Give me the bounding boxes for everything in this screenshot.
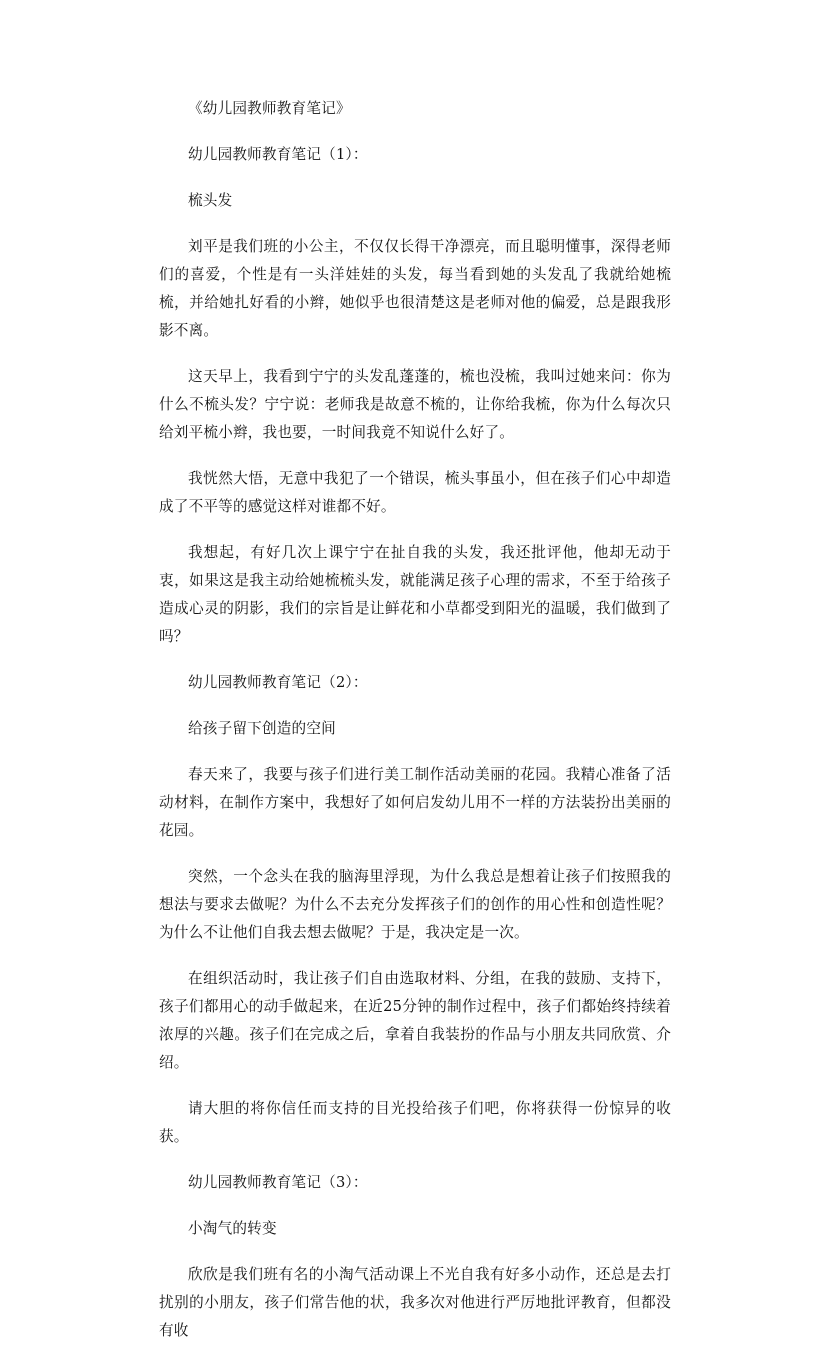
- section-1-subheading: 梳头发: [188, 192, 233, 209]
- section-1-paragraph-3: 我恍然大悟，无意中我犯了一个错误，梳头事虽小，但在孩子们心中却造成了不平等的感觉这样对谁都不好。: [159, 470, 671, 515]
- section-3-heading: 幼儿园教师教育笔记（3）：: [188, 1174, 368, 1191]
- section-1-paragraph-2: 这天早上，我看到宁宁的头发乱蓬蓬的，梳也没梳，我叫过她来问：你为什么不梳头发？宁宁说：老师我是故意不梳的，让你给我梳，你为什么每次只给刘平梳小辫，我也要，一时间我竟不知说什么好了。: [159, 368, 671, 441]
- section-2-paragraph-3: 在组织活动时，我让孩子们自由选取材料、分组，在我的鼓励、支持下，孩子们都用心的动手做起来，在近25分钟的制作过程中，孩子们都始终持续着浓厚的兴趣。孩子们在完成之后，拿着自我装扮的作品与小朋友共同欣赏、介绍。: [159, 970, 671, 1071]
- section-1-paragraph-4: 我想起，有好几次上课宁宁在扯自我的头发，我还批评他，他却无动于衷，如果这是我主动给她梳梳头发，就能满足孩子心理的需求，不至于给孩子造成心灵的阴影，我们的宗旨是让鲜花和小草都受到阳光的温暖，我们做到了吗？: [159, 544, 671, 645]
- section-1-heading: 幼儿园教师教育笔记（1）：: [188, 146, 368, 163]
- section-2-paragraph-1: 春天来了，我要与孩子们进行美工制作活动美丽的花园。我精心准备了活动材料，在制作方案中，我想好了如何启发幼儿用不一样的方法装扮出美丽的花园。: [159, 766, 671, 839]
- document-title: 《幼儿园教师教育笔记》: [188, 100, 351, 117]
- section-2-subheading: 给孩子留下创造的空间: [188, 720, 336, 737]
- section-3-paragraph-1: 欣欣是我们班有名的小淘气活动课上不光自我有好多小动作，还总是去打扰别的小朋友，孩子们常告他的状，我多次对他进行严厉地批评教育，但都没有收: [159, 1266, 671, 1339]
- section-2-paragraph-2: 突然，一个念头在我的脑海里浮现，为什么我总是想着让孩子们按照我的想法与要求去做呢？为什么不去充分发挥孩子们的创作的用心性和创造性呢？为什么不让他们自我去想去做呢？于是，我决定是一次。: [159, 868, 671, 941]
- section-2-paragraph-4: 请大胆的将你信任而支持的目光投给孩子们吧，你将获得一份惊异的收获。: [159, 1100, 671, 1145]
- section-2-heading: 幼儿园教师教育笔记（2）：: [188, 674, 368, 691]
- document-body: [159, 95, 671, 1363]
- section-3-subheading: 小淘气的转变: [188, 1220, 277, 1237]
- section-1-paragraph-1: 刘平是我们班的小公主，不仅仅长得干净漂亮，而且聪明懂事，深得老师们的喜爱，个性是有一头洋娃娃的头发，每当看到她的头发乱了我就给她梳梳，并给她扎好看的小辫，她似乎也很清楚这是老师对他的偏爱，总是跟我形影不离。: [159, 238, 671, 339]
